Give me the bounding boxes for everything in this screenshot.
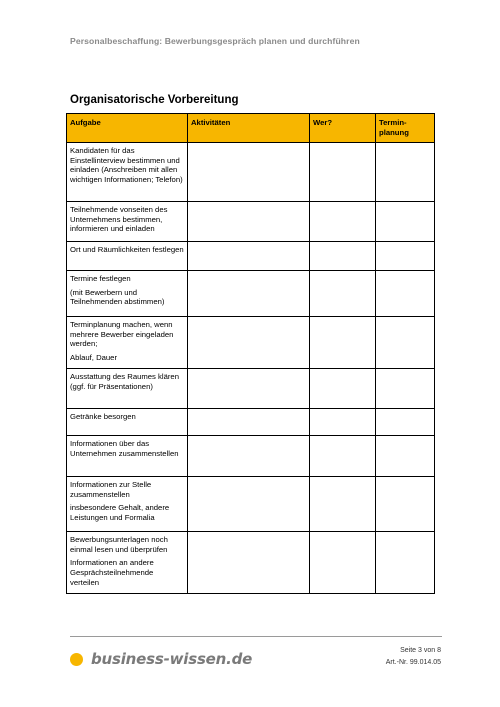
who-cell[interactable]: [310, 317, 376, 369]
task-text: Termine festlegen: [70, 274, 131, 283]
task-text: Kandidaten für das Einstellinterview bestimmen und einladen (Anschreiben mit allen wichtigen Informationen; Telefon): [70, 146, 183, 184]
schedule-cell[interactable]: [376, 202, 435, 242]
task-cell: [67, 242, 188, 271]
activities-cell[interactable]: [188, 202, 310, 242]
table-row: [67, 202, 435, 242]
column-header-who: Wer?: [310, 114, 376, 143]
who-cell[interactable]: [310, 477, 376, 532]
section-title: Organisatorische Vorbereitung: [70, 94, 239, 106]
activities-cell[interactable]: [188, 242, 310, 271]
table-header-row: [67, 114, 435, 143]
task-text: Terminplanung machen, wenn mehrere Bewerber eingeladen werden;: [70, 320, 174, 349]
activities-cell[interactable]: [188, 409, 310, 436]
table-row: [67, 477, 435, 532]
task-text: Teilnehmende vonseiten des Unternehmens bestimmen, informieren und einladen: [70, 205, 168, 234]
task-cell: [67, 409, 188, 436]
activities-cell[interactable]: [188, 532, 310, 594]
who-cell[interactable]: [310, 242, 376, 271]
who-cell[interactable]: [310, 271, 376, 317]
business-wissen-logo: [70, 650, 252, 668]
schedule-cell[interactable]: [376, 369, 435, 409]
document-header: Personalbeschaffung: Bewerbungsgespräch planen und durchführen: [70, 36, 360, 46]
column-header-task: Aufgabe: [67, 114, 188, 143]
task-text: Informationen über das Unternehmen zusammenstellen: [70, 439, 179, 458]
planning-table: [66, 113, 435, 594]
activities-cell[interactable]: [188, 436, 310, 477]
task-text: Ort und Räumlichkeiten festlegen: [70, 245, 184, 254]
table-row: [67, 271, 435, 317]
task-text: Ausstattung des Raumes klären (ggf. für Präsentationen): [70, 372, 179, 391]
schedule-cell[interactable]: [376, 317, 435, 369]
activities-cell[interactable]: [188, 271, 310, 317]
who-cell[interactable]: [310, 436, 376, 477]
schedule-cell[interactable]: [376, 409, 435, 436]
who-cell[interactable]: [310, 369, 376, 409]
task-note: Informationen an andere Gesprächsteilnehmende verteilen: [70, 558, 154, 587]
page-number: Seite 3 von 8: [400, 647, 441, 654]
who-cell[interactable]: [310, 202, 376, 242]
table-row: [67, 143, 435, 202]
task-cell: [67, 436, 188, 477]
task-text: Getränke besorgen: [70, 412, 136, 421]
who-cell[interactable]: [310, 143, 376, 202]
article-number: Art.-Nr. 99.014.05: [385, 659, 441, 666]
column-header-activities: Aktivitäten: [188, 114, 310, 143]
task-text: Informationen zur Stelle zusammenstellen: [70, 480, 152, 499]
task-cell: [67, 317, 188, 369]
task-text: Bewerbungsunterlagen noch einmal lesen und überprüfen: [70, 535, 168, 554]
task-note: insbesondere Gehalt, andere Leistungen und Formalia: [70, 503, 170, 522]
activities-cell[interactable]: [188, 317, 310, 369]
schedule-cell[interactable]: [376, 477, 435, 532]
column-header-schedule: Termin- planung: [376, 114, 435, 143]
schedule-cell[interactable]: [376, 271, 435, 317]
schedule-cell[interactable]: [376, 143, 435, 202]
who-cell[interactable]: [310, 409, 376, 436]
table-row: [67, 409, 435, 436]
schedule-cell[interactable]: [376, 436, 435, 477]
task-cell: [67, 202, 188, 242]
footer-divider: [70, 636, 442, 637]
task-note: Ablauf, Dauer: [70, 352, 118, 362]
logo-text: business-wissen.de: [91, 650, 253, 668]
task-cell: [67, 477, 188, 532]
table-row: [67, 369, 435, 409]
activities-cell[interactable]: [188, 369, 310, 409]
schedule-cell[interactable]: [376, 532, 435, 594]
table-row: [67, 317, 435, 369]
task-note: (mit Bewerbern und Teilnehmenden abstimmen): [70, 287, 165, 307]
table-row: [67, 532, 435, 594]
activities-cell[interactable]: [188, 143, 310, 202]
who-cell[interactable]: [310, 532, 376, 594]
schedule-cell[interactable]: [376, 242, 435, 271]
table-row: [67, 242, 435, 271]
orange-dot-icon: [70, 653, 83, 666]
table-row: [67, 436, 435, 477]
task-cell: [67, 532, 188, 594]
activities-cell[interactable]: [188, 477, 310, 532]
task-cell: [67, 369, 188, 409]
task-cell: [67, 143, 188, 202]
task-cell: [67, 271, 188, 317]
